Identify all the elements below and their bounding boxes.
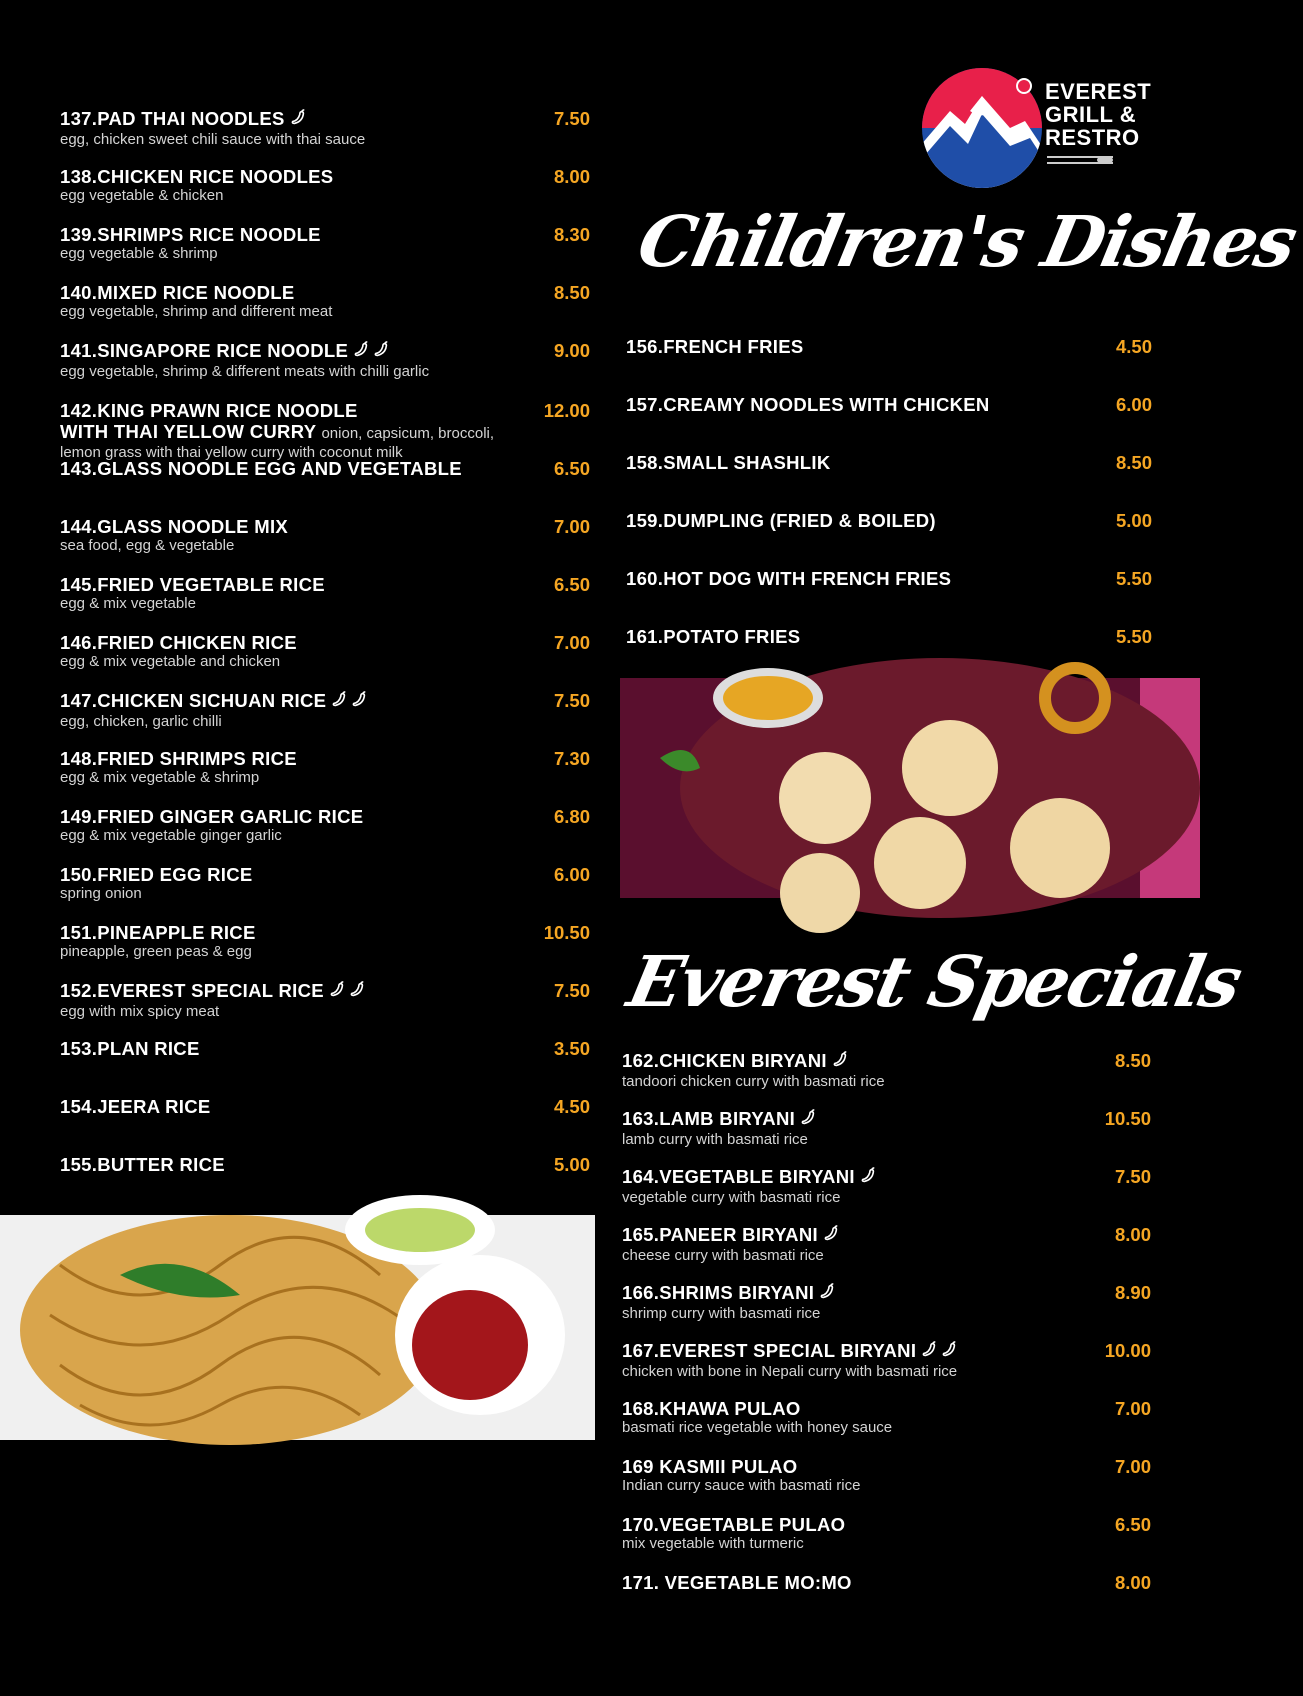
menu-item-description: vegetable curry with basmati rice — [622, 1189, 841, 1207]
menu-item-description: mix vegetable with turmeric — [622, 1535, 804, 1552]
menu-item-description-inline: onion, capsicum, broccoli, — [321, 425, 495, 442]
menu-item-name — [60, 108, 365, 131]
chili-pepper-icon — [818, 1283, 838, 1305]
menu-item — [622, 1224, 842, 1264]
menu-item-name-text: 142.KING PRAWN RICE NOODLE — [60, 400, 358, 421]
menu-item-description: spring onion — [60, 885, 142, 902]
menu-item-name-text: 150.FRIED EGG RICE — [60, 864, 253, 885]
menu-item-price: 6.00 — [1115, 394, 1152, 415]
menu-item-name — [60, 1096, 211, 1117]
menu-item-description: tandoori chicken curry with basmati rice — [622, 1073, 885, 1091]
menu-item-name — [622, 1166, 879, 1189]
menu-item-description: shrimp curry with basmati rice — [622, 1305, 821, 1323]
menu-item-name — [60, 574, 325, 595]
menu-item-price: 8.00 — [1114, 1572, 1151, 1593]
menu-item — [60, 690, 370, 730]
menu-item — [60, 1096, 211, 1117]
menu-item-name-text: 137.PAD THAI NOODLES — [60, 108, 285, 129]
menu-item-description: egg, chicken, garlic chilli — [60, 713, 222, 731]
menu-item — [622, 1050, 885, 1090]
brand-line1: EVEREST — [1045, 79, 1152, 104]
menu-item — [60, 1038, 200, 1059]
menu-item-price: 9.00 — [553, 340, 590, 361]
menu-item-price: 7.00 — [1114, 1456, 1151, 1477]
menu-item-name-text: 169 KASMII PULAO — [622, 1456, 798, 1477]
menu-item-name — [626, 568, 951, 589]
menu-item-name-text: 151.PINEAPPLE RICE — [60, 922, 256, 943]
menu-item — [622, 1514, 845, 1552]
menu-item-name — [60, 516, 288, 537]
menu-item-name-text: 159.DUMPLING (FRIED & BOILED) — [626, 510, 936, 531]
menu-item — [60, 748, 297, 786]
menu-item-name — [60, 748, 297, 769]
menu-item-name — [60, 1038, 200, 1059]
menu-item-name — [60, 864, 253, 885]
menu-item-name — [622, 1108, 819, 1131]
menu-item-name-text: 139.SHRIMPS RICE NOODLE — [60, 224, 321, 245]
menu-item-name-line2 — [60, 421, 494, 444]
menu-item-name — [60, 632, 297, 653]
menu-item-name-text: 166.SHRIMS BIRYANI — [622, 1282, 815, 1303]
menu-item-description: lamb curry with basmati rice — [622, 1131, 808, 1149]
menu-item-description: pineapple, green peas & egg — [60, 943, 252, 960]
menu-item-name-text: 160.HOT DOG WITH FRENCH FRIES — [626, 568, 952, 589]
brand-line2: GRILL & — [1045, 102, 1137, 127]
menu-item-description: egg, chicken sweet chili sauce with thai sauce — [60, 131, 366, 149]
momo-dumplings-photo — [620, 668, 1200, 914]
menu-item — [622, 1166, 879, 1206]
menu-item — [60, 806, 363, 844]
menu-item-price: 8.50 — [553, 282, 590, 303]
menu-item-name-text: 168.KHAWA PULAO — [622, 1398, 801, 1419]
menu-item — [626, 394, 990, 415]
menu-item-price: 8.50 — [1114, 1050, 1151, 1071]
menu-item-name-text: 164.VEGETABLE BIRYANI — [622, 1166, 855, 1187]
mountain-logo-icon — [920, 66, 1045, 191]
menu-item-price: 7.50 — [553, 108, 590, 129]
menu-item-price: 4.50 — [1115, 336, 1152, 357]
menu-item-description: egg & mix vegetable & shrimp — [60, 769, 260, 786]
menu-item-price: 10.50 — [543, 922, 590, 943]
menu-item-name — [622, 1224, 842, 1247]
menu-item — [60, 108, 365, 148]
menu-item — [60, 282, 332, 320]
menu-item — [60, 1154, 225, 1175]
menu-item-name-text: 162.CHICKEN BIRYANI — [622, 1050, 827, 1071]
menu-item-price: 7.50 — [1114, 1166, 1151, 1187]
menu-item-price: 7.50 — [553, 690, 590, 711]
menu-item-description: egg vegetable & shrimp — [60, 245, 218, 262]
menu-item-name-text: 138.CHICKEN RICE NOODLES — [60, 166, 334, 187]
menu-item-price: 8.00 — [553, 166, 590, 187]
menu-item-name-text: 167.EVEREST SPECIAL BIRYANI — [622, 1340, 917, 1361]
menu-item-name-text: 158.SMALL SHASHLIK — [626, 452, 831, 473]
menu-item-name — [622, 1340, 960, 1363]
menu-item-description: Indian curry sauce with basmati rice — [622, 1477, 861, 1494]
noodles-photo — [0, 1205, 600, 1450]
menu-item-description: egg vegetable & chicken — [60, 187, 224, 204]
menu-item-name — [622, 1282, 838, 1305]
menu-item-name-text: 156.FRENCH FRIES — [626, 336, 804, 357]
chili-pepper-icon — [289, 109, 309, 131]
menu-item-price: 5.00 — [553, 1154, 590, 1175]
menu-item — [60, 166, 333, 204]
menu-item-name-text: 163.LAMB BIRYANI — [622, 1108, 796, 1129]
menu-item-name — [626, 626, 800, 647]
menu-item-price: 4.50 — [553, 1096, 590, 1117]
menu-item-price: 10.00 — [1104, 1340, 1151, 1361]
menu-item — [60, 340, 429, 380]
menu-item — [60, 632, 297, 670]
menu-item-name-text: 152.EVEREST SPECIAL RICE — [60, 980, 324, 1001]
menu-item — [60, 400, 494, 461]
menu-item — [60, 864, 253, 902]
menu-item-name — [60, 1154, 225, 1175]
menu-item-name-text: 154.JEERA RICE — [60, 1096, 211, 1117]
menu-item-name — [622, 1572, 852, 1593]
menu-item — [622, 1398, 892, 1436]
menu-item — [626, 626, 800, 647]
chili-pepper-icon — [859, 1167, 879, 1189]
menu-item — [626, 510, 936, 531]
menu-item — [622, 1282, 838, 1322]
menu-item-name — [622, 1398, 892, 1419]
chili-pepper-icon — [799, 1109, 819, 1131]
menu-item-name-text: 141.SINGAPORE RICE NOODLE — [60, 340, 349, 361]
chili-pepper-icon — [822, 1225, 842, 1247]
menu-item-price: 6.00 — [553, 864, 590, 885]
brand-line3: RESTRO — [1045, 125, 1140, 150]
menu-item-price: 6.50 — [553, 574, 590, 595]
menu-item-price: 7.00 — [1114, 1398, 1151, 1419]
menu-item-name — [626, 336, 804, 357]
menu-item — [60, 922, 256, 960]
menu-item — [60, 516, 288, 554]
menu-item-description: egg & mix vegetable — [60, 595, 196, 612]
menu-item — [622, 1108, 819, 1148]
menu-item-price: 6.80 — [553, 806, 590, 827]
menu-item-name — [622, 1456, 860, 1477]
menu-item — [622, 1340, 960, 1380]
chili-pepper-icon — [328, 981, 368, 1003]
chili-pepper-icon — [330, 691, 370, 713]
menu-item-description: egg & mix vegetable ginger garlic — [60, 827, 282, 844]
menu-item — [626, 568, 951, 589]
menu-item-description: egg vegetable, shrimp and different meat — [60, 303, 333, 320]
menu-item-name-text: 171. VEGETABLE MO:MO — [622, 1572, 852, 1593]
menu-item-name-text: 145.FRIED VEGETABLE RICE — [60, 574, 325, 595]
menu-item-price: 5.50 — [1115, 568, 1152, 589]
menu-item-name — [60, 400, 494, 421]
menu-item-price: 8.50 — [1115, 452, 1152, 473]
menu-item-name-text: 153.PLAN RICE — [60, 1038, 200, 1059]
everest-specials-title: Everest Specials — [621, 940, 1248, 1023]
menu-item-name-text: 146.FRIED CHICKEN RICE — [60, 632, 297, 653]
menu-item-description: chicken with bone in Nepali curry with basmati rice — [622, 1363, 958, 1381]
menu-item-name — [60, 690, 370, 713]
cutlery-icon — [1045, 152, 1115, 168]
menu-item-name — [60, 166, 333, 187]
menu-item — [60, 574, 325, 612]
menu-item-name — [60, 224, 321, 245]
menu-item-price: 7.00 — [553, 516, 590, 537]
menu-item-name-text: 165.PANEER BIRYANI — [622, 1224, 818, 1245]
menu-item-name — [626, 452, 830, 473]
childrens-dishes-title: Children's Dishes — [631, 200, 1303, 283]
menu-item-description: basmati rice vegetable with honey sauce — [622, 1419, 893, 1436]
menu-item-price: 6.50 — [553, 458, 590, 479]
menu-item — [626, 336, 804, 357]
menu-item-name-text: 157.CREAMY NOODLES WITH CHICKEN — [626, 394, 990, 415]
menu-item-description: cheese curry with basmati rice — [622, 1247, 824, 1265]
chili-pepper-icon — [920, 1341, 960, 1363]
menu-item-name-text: 149.FRIED GINGER GARLIC RICE — [60, 806, 364, 827]
menu-item-name-text: 140.MIXED RICE NOODLE — [60, 282, 295, 303]
menu-item-name-text: 143.GLASS NOODLE EGG AND VEGETABLE — [60, 458, 462, 479]
brand-name — [1045, 80, 1151, 172]
menu-item-description: egg & mix vegetable and chicken — [60, 653, 281, 670]
menu-item-description: lemon grass with thai yellow curry with coconut milk — [60, 444, 403, 461]
menu-item-name — [626, 394, 990, 415]
menu-item-description: egg with mix spicy meat — [60, 1003, 220, 1021]
menu-item-name-text: 148.FRIED SHRIMPS RICE — [60, 748, 297, 769]
menu-item-price: 5.50 — [1115, 626, 1152, 647]
menu-item-name — [60, 282, 332, 303]
menu-item-price: 8.30 — [553, 224, 590, 245]
menu-item-price: 6.50 — [1114, 1514, 1151, 1535]
menu-item-name — [622, 1050, 885, 1073]
menu-item-price: 3.50 — [553, 1038, 590, 1059]
menu-item-name — [60, 980, 368, 1003]
menu-item — [60, 980, 368, 1020]
menu-item-name — [60, 458, 462, 479]
menu-item-name — [60, 340, 429, 363]
chili-pepper-icon — [831, 1051, 851, 1073]
menu-item-price: 8.90 — [1114, 1282, 1151, 1303]
menu-item-description: sea food, egg & vegetable — [60, 537, 235, 554]
menu-item-price: 5.00 — [1115, 510, 1152, 531]
menu-item-name — [60, 922, 256, 943]
menu-item-name-text: 161.POTATO FRIES — [626, 626, 801, 647]
menu-item-name — [622, 1514, 845, 1535]
menu-item-price: 10.50 — [1104, 1108, 1151, 1129]
menu-item — [60, 224, 321, 262]
menu-item — [622, 1456, 860, 1494]
chili-pepper-icon — [352, 341, 392, 363]
menu-item-name-text: 170.VEGETABLE PULAO — [622, 1514, 846, 1535]
menu-item — [622, 1572, 852, 1593]
menu-item-name-text: 155.BUTTER RICE — [60, 1154, 225, 1175]
menu-item-name — [60, 806, 363, 827]
menu-item-name-line2-text: WITH THAI YELLOW CURRY — [60, 421, 316, 442]
menu-item-name-text: 147.CHICKEN SICHUAN RICE — [60, 690, 327, 711]
menu-item — [60, 458, 462, 479]
menu-item-price: 7.00 — [553, 632, 590, 653]
menu-item-price: 8.00 — [1114, 1224, 1151, 1245]
menu-item-name-text: 144.GLASS NOODLE MIX — [60, 516, 289, 537]
menu-item-description: egg vegetable, shrimp & different meats with chilli garlic — [60, 363, 430, 381]
menu-item-price: 7.50 — [553, 980, 590, 1001]
menu-item-price: 12.00 — [543, 400, 590, 421]
menu-item-name — [626, 510, 936, 531]
menu-item — [626, 452, 830, 473]
menu-item-price: 7.30 — [553, 748, 590, 769]
